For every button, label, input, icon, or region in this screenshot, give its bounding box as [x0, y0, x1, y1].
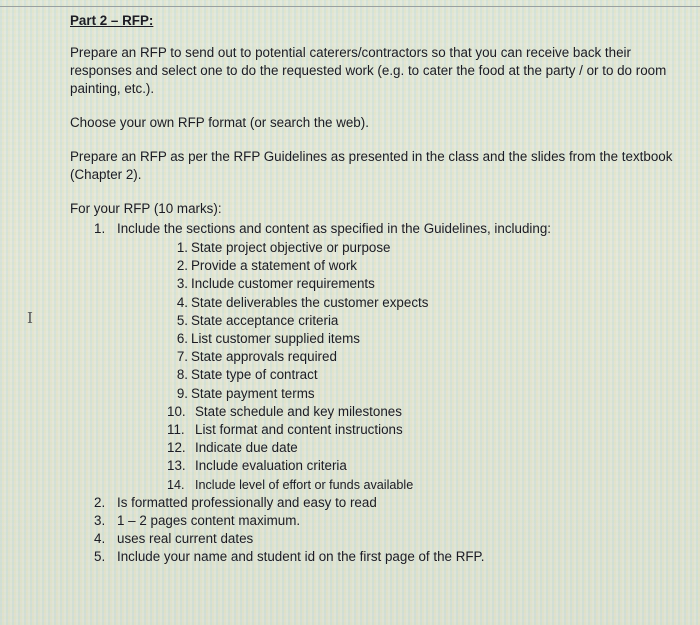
guideline-item: [120, 439, 680, 457]
requirement-number: 5.: [94, 548, 106, 564]
guideline-item: [120, 239, 680, 257]
assignment-document: [70, 12, 680, 566]
format-paragraph: Choose your own RFP format (or search the web).: [70, 115, 369, 130]
guideline-text: Indicate due date: [195, 440, 298, 456]
guideline-sections-list: [120, 239, 680, 494]
guideline-text: State approvals required: [191, 349, 337, 365]
guideline-number: 4.: [176, 294, 188, 310]
guideline-number: 7.: [176, 349, 188, 365]
guidelines-paragraph: Prepare an RFP as per the RFP Guidelines as presented in the class and the slides from the textbook (Chapter 2).: [70, 149, 673, 182]
requirement-text: Include the sections and content as specified in the Guidelines, including:: [117, 221, 551, 236]
guideline-text: Include customer requirements: [191, 276, 375, 292]
requirement-text: Is formatted professionally and easy to read: [117, 494, 377, 510]
guideline-item: [120, 294, 680, 312]
requirement-item: [70, 530, 680, 548]
guideline-number: 10.: [167, 403, 186, 419]
requirements-list: [70, 220, 680, 566]
text-cursor-icon: I: [27, 309, 33, 327]
page-top-rule: [0, 6, 700, 7]
section-heading: Part 2 – RFP:: [70, 13, 154, 28]
guideline-text: Include level of effort or funds available: [195, 477, 414, 492]
requirement-item: [70, 548, 680, 566]
guideline-number: 2.: [176, 258, 188, 274]
guideline-number: 12.: [167, 440, 186, 456]
guideline-item: [120, 421, 680, 439]
guideline-number: 6.: [176, 331, 188, 347]
guideline-number: 11.: [167, 422, 185, 438]
guideline-number: 13.: [167, 458, 186, 474]
marks-label: For your RFP (10 marks):: [70, 201, 222, 216]
guideline-text: List format and content instructions: [195, 422, 403, 438]
guideline-text: State type of contract: [191, 367, 318, 383]
guideline-text: Include evaluation criteria: [195, 458, 347, 474]
guideline-number: 3.: [176, 276, 188, 292]
guideline-item: [120, 330, 680, 348]
guideline-number: 5.: [176, 312, 188, 328]
guideline-item: [120, 457, 680, 475]
requirement-number: 4.: [94, 530, 106, 546]
guideline-text: State deliverables the customer expects: [191, 294, 429, 310]
guideline-item: [120, 348, 680, 366]
guideline-text: State acceptance criteria: [191, 312, 339, 328]
guideline-text: Provide a statement of work: [191, 258, 357, 274]
guideline-text: State schedule and key milestones: [195, 403, 402, 419]
guideline-number: 1.: [176, 240, 188, 255]
requirement-number: 1.: [94, 221, 106, 236]
requirement-text: Include your name and student id on the first page of the RFP.: [117, 548, 485, 564]
requirement-item: [70, 494, 680, 512]
guideline-text: State payment terms: [191, 385, 315, 401]
requirement-item: [70, 220, 680, 494]
guideline-item: [120, 257, 680, 275]
guideline-text: State project objective or purpose: [191, 240, 391, 255]
intro-paragraph: Prepare an RFP to send out to potential caterers/contractors so that you can receive back their responses and select one to do the requested work (e.g. to cater the food at the party / or to do room painting, etc.).: [70, 45, 667, 96]
requirement-number: 3.: [94, 512, 106, 528]
guideline-text: List customer supplied items: [191, 331, 360, 347]
guideline-number: 8.: [176, 367, 188, 383]
requirement-text: 1 – 2 pages content maximum.: [117, 512, 301, 528]
requirement-item: [70, 512, 680, 530]
guideline-item: [120, 366, 680, 384]
guideline-item: [120, 275, 680, 293]
requirement-number: 2.: [94, 494, 106, 510]
guideline-item: [120, 476, 680, 494]
guideline-item: [120, 385, 680, 403]
guideline-item: [120, 312, 680, 330]
guideline-item: [120, 403, 680, 421]
guideline-number: 14.: [167, 477, 185, 492]
requirement-text: uses real current dates: [117, 530, 254, 546]
guideline-number: 9.: [176, 385, 188, 401]
